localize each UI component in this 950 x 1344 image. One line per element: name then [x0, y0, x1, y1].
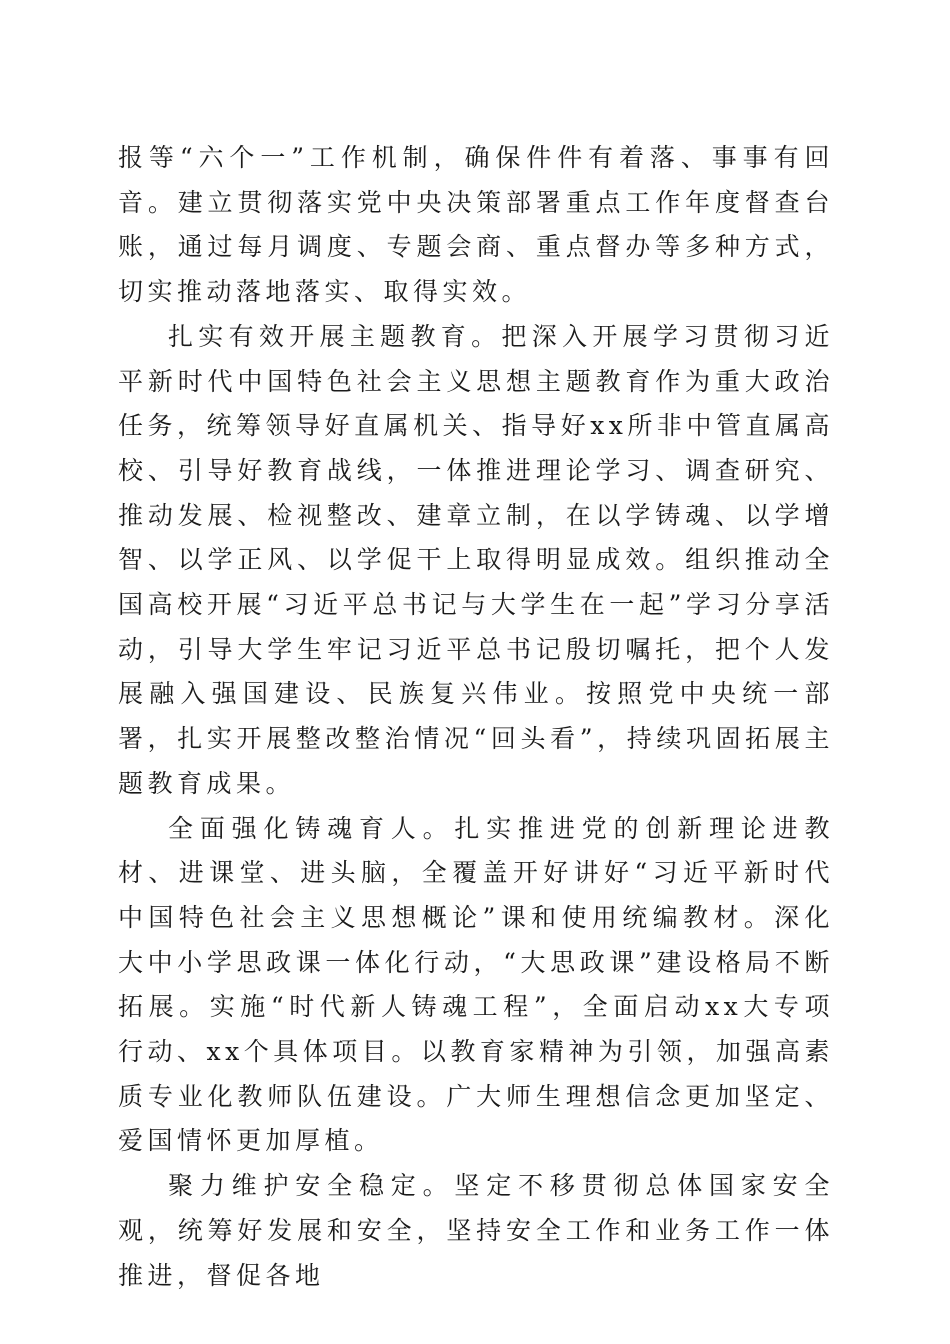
paragraph-security-stability: 聚力维护安全稳定。坚定不移贯彻总体国家安全观，统筹好发展和安全，坚持安全工作和业务工作一体推进，督促各地	[118, 1171, 834, 1290]
paragraph-continued: 报等“六个一”工作机制，确保件件有着落、事事有回音。建立贯彻落实党中央决策部署重点工作年度督查台账，通过每月调度、专题会商、重点督办等多种方式，切实推动落地落实、取得实效。	[118, 143, 834, 307]
paragraph-theme-education: 扎实有效开展主题教育。把深入开展学习贯彻习近平新时代中国特色社会主义思想主题教育作为重大政治任务，统筹领导好直属机关、指导好xx所非中管直属高校、引导好教育战线，一体推进理论学习、调查研究、推动发展、检视整改、建章立制，在以学铸魂、以学增智、以学正风、以学促干上取得明显成效。组织推动全国高校开展“习近平总书记与大学生在一起”学习分享活动，引导大学生牢记习近平总书记殷切嘱托，把个人发展融入强国建设、民族复兴伟业。按照党中央统一部署，扎实开展整改整治情况“回头看”，持续巩固拓展主题教育成果。	[118, 321, 834, 798]
document-body	[118, 136, 834, 1298]
paragraph-soul-education: 全面强化铸魂育人。扎实推进党的创新理论进教材、进课堂、进头脑，全覆盖开好讲好“习近平新时代中国特色社会主义思想概论”课和使用统编教材。深化大中小学思政课一体化行动，“大思政课”建设格局不断拓展。实施“时代新人铸魂工程”，全面启动xx大专项行动、xx个具体项目。以教育家精神为引领，加强高素质专业化教师队伍建设。广大师生理想信念更加坚定、爱国情怀更加厚植。	[118, 813, 834, 1156]
